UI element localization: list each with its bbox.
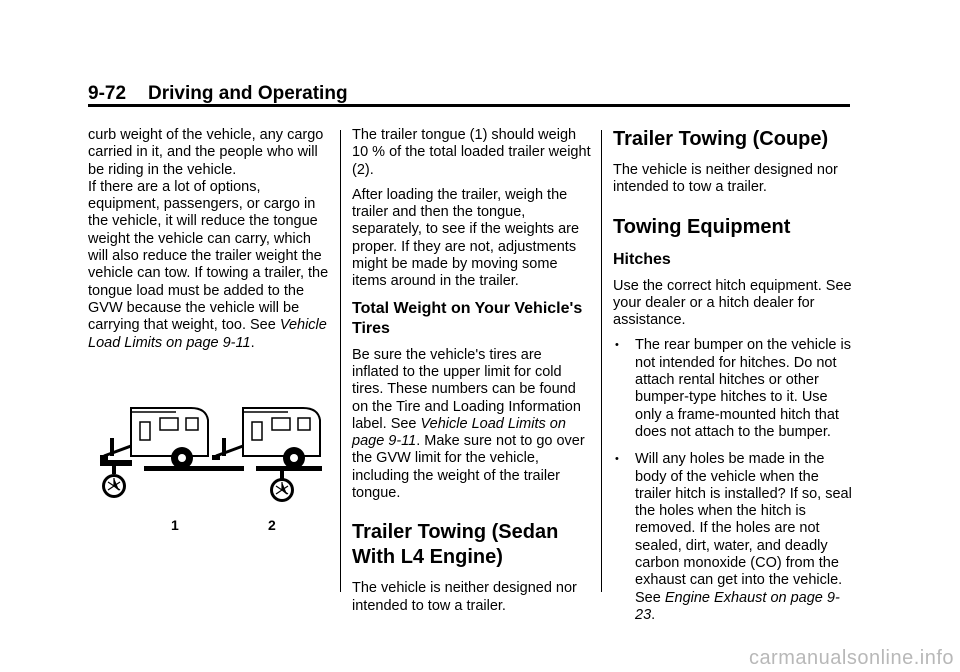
bullet-icon: • — [615, 339, 619, 352]
paragraph-options: If there are a lot of options, equipment, passengers, or cargo in the vehicle, it will reduce the tongue weight the vehicle can carry, which will also reduce the trailer weight the vehicle can tow. If towing a trailer, the tongue load must be added to the GVW because the vehicle will be carrying that weight, too. See Vehicle Load Limits on page 9-11. — [88, 178, 329, 351]
column-3 — [613, 127, 857, 634]
hitch-bullet-list — [613, 337, 857, 624]
column-2 — [352, 127, 592, 623]
figure-label-2: 2 — [268, 517, 276, 533]
paragraph-coupe-not-designed: The vehicle is neither designed nor intended to tow a trailer. — [613, 162, 838, 196]
heading-total-weight: Total Weight on Your Vehicle's Tires — [352, 299, 583, 337]
paragraph-after-loading: After loading the trailer, weigh the trailer and then the tongue, separately, to see if the weights are proper. If they are not, adjustments might be made by moving some items around in the trailer. — [352, 186, 580, 290]
watermark: carmanualsonline.info — [748, 647, 954, 669]
page-number: 9-72 — [88, 83, 127, 104]
heading-hitches: Hitches — [613, 250, 671, 268]
heading-coupe-towing: Trailer Towing (Coupe) — [613, 128, 829, 150]
column-divider-2 — [601, 130, 602, 592]
heading-towing-equipment: Towing Equipment — [613, 215, 791, 238]
bullet-icon: • — [615, 453, 619, 466]
column-divider-1 — [340, 130, 341, 592]
list-item: • The rear bumper on the vehicle is not intended for hitches. Do not attach rental hitches or other bumper-type hitches to it. Use only a frame-mounted hitch that does not attach to the bumper. — [615, 337, 851, 440]
page-header — [88, 83, 348, 105]
paragraph-sedan-not-designed: The vehicle is neither designed nor intended to tow a trailer. — [352, 580, 577, 614]
list-item: • Will any holes be made in the body of the vehicle when the trailer hitch is installed? If so, seal the holes when the hitch is removed. If the holes are not sealed, dirt, water, and deadly carbon monoxide (CO) from the exhaust can get into the vehicle. See Engine Exhaust on page 9-23. — [615, 451, 852, 623]
heading-sedan-towing: Trailer Towing (Sedan With L4 Engine) — [352, 521, 559, 569]
link-vehicle-load-limits-2[interactable]: Vehicle Load Limits on page 9-11 — [352, 415, 566, 450]
figure-label-1: 1 — [171, 517, 179, 533]
header-rule — [88, 104, 850, 107]
paragraph-tongue-weight: The trailer tongue (1) should weigh 10 % of the total loaded trailer weight (2). — [352, 127, 591, 178]
section-title: Driving and Operating — [148, 83, 348, 104]
tongue-weight-illustration — [96, 398, 328, 538]
link-engine-exhaust[interactable]: Engine Exhaust on page 9-23 — [635, 589, 840, 623]
trailer-on-scale-2 — [212, 408, 322, 502]
link-vehicle-load-limits[interactable]: Vehicle Load Limits on page 9-11 — [88, 317, 327, 351]
paragraph-curb-weight: curb weight of the vehicle, any cargo carried in it, and the people who will be riding in the vehicle. — [88, 127, 324, 178]
paragraph-tire-inflation: Be sure the vehicle's tires are inflated to the upper limit for cold tires. These numbers can be found on the Tire and Loading Information label. See Vehicle Load Limits on page 9-11. Make sure not to go over the GVW limit for the vehicle, including the weight of the trailer tongue. — [352, 346, 585, 502]
column-1 — [88, 127, 333, 360]
paragraph-hitch-equipment: Use the correct hitch equipment. See your dealer or a hitch dealer for assistance. — [613, 277, 852, 329]
